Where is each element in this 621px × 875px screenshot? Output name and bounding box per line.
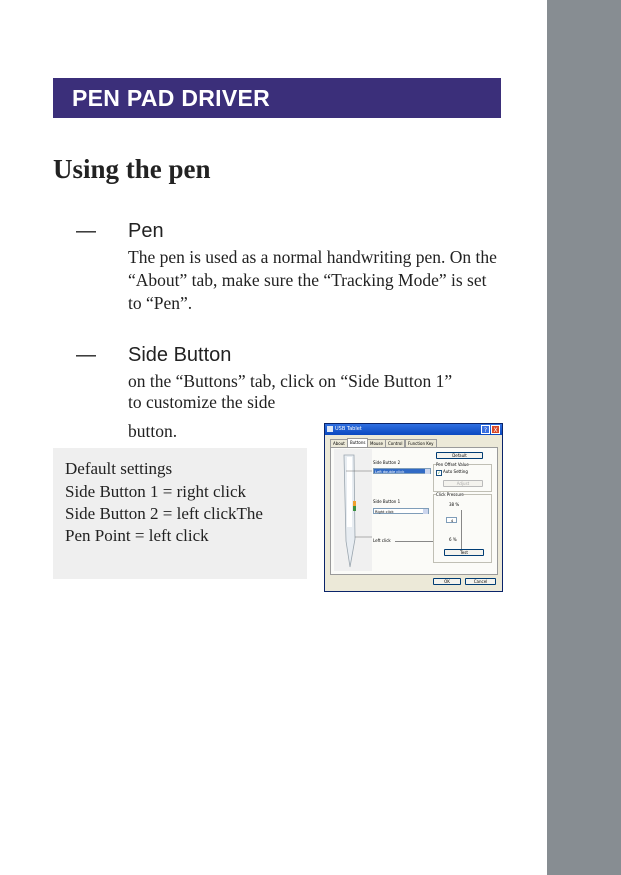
bullet-dash: — — [76, 344, 96, 366]
item-heading-side-button: Side Button — [128, 344, 232, 366]
item-text-side-button-1: on the “Buttons” tab, click on “Side Button 1” — [128, 371, 453, 391]
side-button-1-value: Right click — [375, 510, 394, 514]
pen-illustration — [334, 449, 372, 571]
tab-buttons[interactable]: Buttons — [347, 438, 368, 448]
defaults-line: Side Button 1 = right click — [65, 482, 246, 501]
side-button-2-select[interactable] — [373, 468, 431, 474]
chevron-down-icon — [425, 469, 430, 474]
default-settings-box — [53, 448, 307, 579]
defaults-line: Side Button 2 = left clickThe — [65, 504, 263, 523]
pressure-low-label: 6 % — [449, 537, 457, 542]
right-sidebar-strip — [547, 0, 621, 875]
dialog-titlebar — [325, 424, 502, 435]
side-button-1-label: Side Button 1 — [373, 499, 401, 504]
pressure-value-field[interactable]: 4 — [446, 517, 457, 523]
section-banner — [53, 78, 501, 118]
item-text-side-button-2: to customize the side — [128, 392, 276, 412]
tab-about[interactable]: About — [330, 439, 348, 448]
close-button[interactable]: X — [491, 425, 500, 434]
side-button-2-label: Side Button 2 — [373, 460, 401, 465]
page-title: Using the pen — [53, 154, 211, 184]
tab-control[interactable]: Control — [385, 439, 405, 448]
pressure-high-label: 38 % — [449, 502, 460, 507]
help-button[interactable]: ? — [481, 425, 490, 434]
adjust-button[interactable]: Adjust — [443, 480, 483, 487]
usb-tablet-dialog — [324, 423, 503, 592]
cancel-button[interactable]: Cancel — [465, 578, 496, 585]
tablet-icon — [327, 426, 333, 432]
defaults-line: Pen Point = left click — [65, 526, 209, 545]
chevron-down-icon — [423, 509, 428, 514]
click-pressure-label: Click Pressure — [436, 492, 464, 497]
item-text-side-button-3: button. — [128, 421, 178, 441]
auto-setting-label: Auto Setting — [443, 469, 468, 474]
tip-label: Left click — [373, 538, 391, 543]
auto-setting-checkbox[interactable]: ✓ — [437, 470, 441, 475]
dialog-title: USB Tablet — [335, 426, 362, 432]
pen-icon — [334, 449, 372, 571]
banner-title: PEN PAD DRIVER — [72, 85, 271, 111]
item-heading-pen: Pen — [128, 220, 164, 242]
side-button-2-value: Left double click — [375, 470, 405, 474]
defaults-heading: Default settings — [65, 459, 173, 478]
pen-offset-label: Pen Offset Value — [436, 462, 469, 467]
tab-mouse[interactable]: Mouse — [367, 439, 386, 448]
pressure-slider-track[interactable] — [461, 510, 462, 550]
tab-function-key[interactable]: Function Key — [405, 439, 437, 448]
bullet-dash: — — [76, 220, 96, 242]
test-button[interactable]: Test — [444, 549, 484, 556]
tip-connector-line — [395, 541, 433, 542]
item-paragraph: The pen is used as a normal handwriting pen. On the “About” tab, make sure the “Tracking Mode” is set to “Pen”. — [128, 247, 497, 313]
side-button-1-select[interactable] — [373, 508, 429, 514]
item-text-pen — [128, 246, 503, 315]
ok-button[interactable]: OK — [433, 578, 461, 585]
default-button[interactable]: Default — [436, 452, 483, 459]
